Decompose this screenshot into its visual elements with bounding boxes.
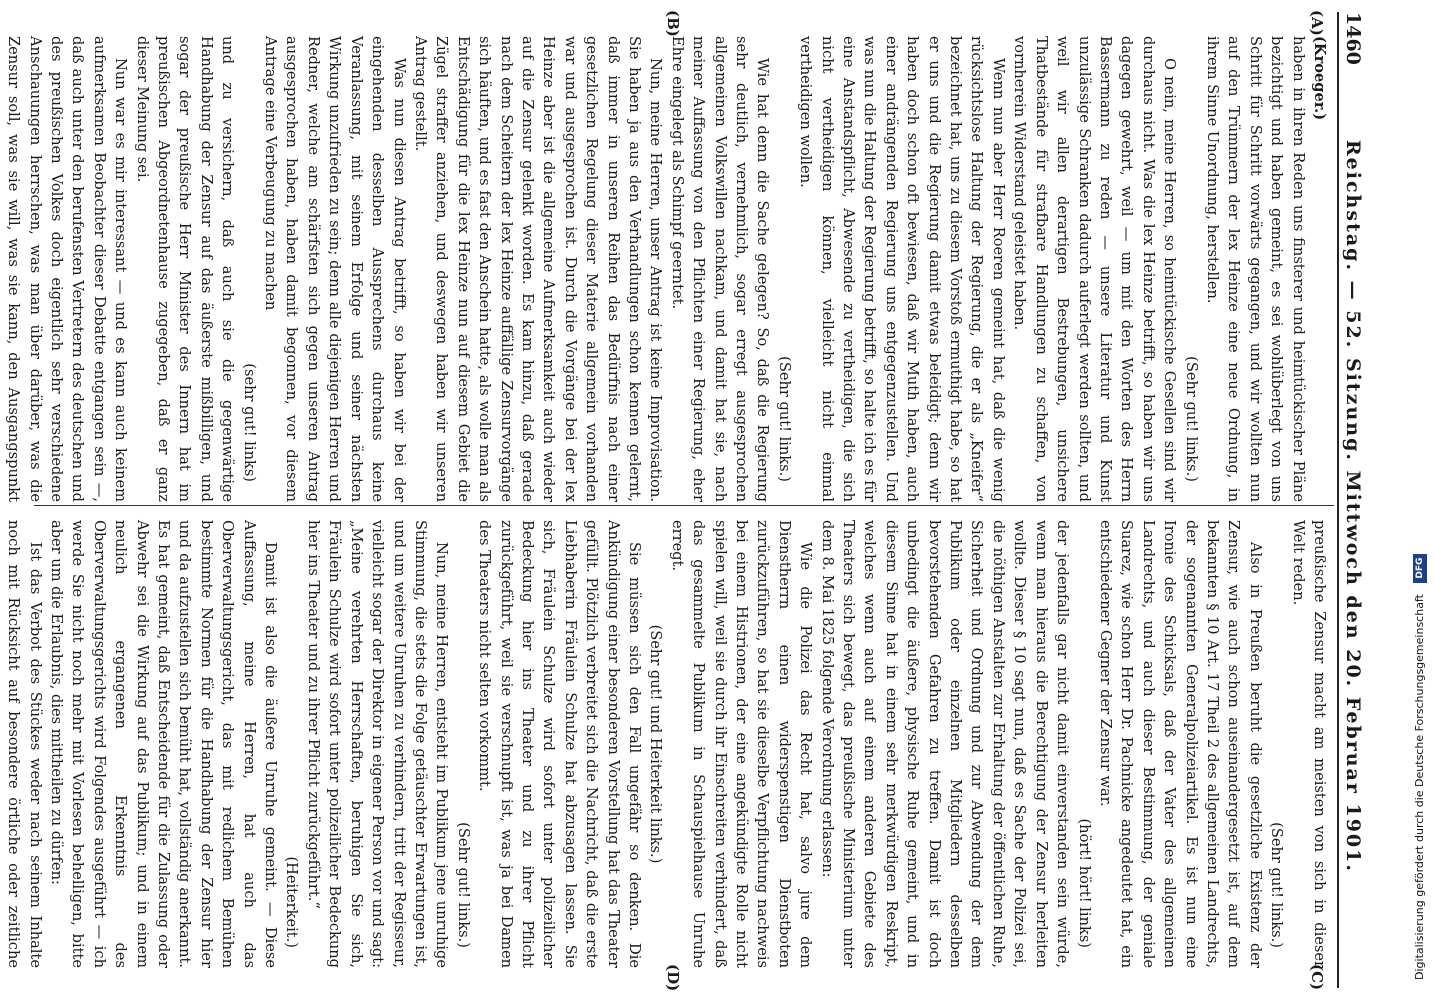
- credit-text: Digitalisierung gefördert durch die Deutsche Forschungsgemeinschaft: [1413, 594, 1426, 980]
- paragraph: Sie müssen sich den Fall ungefähr so denken. Die Ankündigung einer besonderen Vorstellung hat das Theater gefüllt. Plötzlich verbreitet sich die Nachricht, daß die erste Liebhaberin Fräulein Schulze hat abzusagen lassen. Sie sich, Fräulein Schulze wird sofort unter polizeilicher Bedeckung hier ins Theater und zu ihrer Pflicht zurückgeführt, weil sie verschnupft ist, was ja bei Damen des Theaters nicht selten vorkommt.: [476, 520, 643, 968]
- paragraph: Wenn nun aber Herr Roeren gemeint hat, daß die wenig rücksichtslose Haltung der Regierung, die er als „Kneifer“ bezeichnet hat, uns zu diesem Vorstoß ermuthigt habe, so hat er uns und die Regierung damit etwas beleidigt; denn wir haben doch schon oft bewiesen, daß wir Muth haben, auch einer andrängenden Regierung uns entgegenzustellen. Und was nun die Haltung der Regierung betrifft, so halte ich es für eine Anstandspflicht, Abwesende zu vertheidigen, die sich nicht vertheidigen können, vielleicht nicht einmal vertheidigen wollen.: [797, 36, 1007, 502]
- paragraph: Nun war es mir interessant — und es kann auch keinem aufmerksamen Beobachter dieser Debatte entgangen sein —, daß auch unter den berufensten Vertretern des deutschen und des preußischen Volkes doch eigentlich sehr verschiedene Anschauungen herrschen, was man über darüber, was die Zensur soll, was sie will, was sie kann, den Ausgangspunkt: [5, 36, 130, 502]
- interjection: (Heiterkeit.): [283, 856, 301, 948]
- interjection: (sehr gut! links): [240, 363, 258, 482]
- quotation: Ist das Verbot des Stückes weder nach seinem Inhalte noch mit Rücksicht auf besondere örtliche oder zeitliche: [5, 520, 44, 968]
- quotation: Wie die Polizei das Recht hat, salvo jure dem Dienstherrn einen widerspenstigen Dienstboten zurückzuführen, so hat sie dieselbe Verpflichtung nachweis bei einem Histrionen, der eine angekündigte Rolle nicht spielen will, weil sie durch ihr Einschreiten verhindert, daß das gesammelte Publikum in Schauspielhause Unruhe erregt.: [668, 520, 815, 968]
- margin-marker-c: (C): [1308, 964, 1326, 991]
- paragraph: der jedenfalls gar nicht damit einverstanden sein würde, wenn man hieraus die Berechtigung der Zensur herleiten wollte. Dieser § 10 sagt nun, daß es Sache der Polizei sei, die nöthigen Anstalten zur Erhaltung der öffentlichen Ruhe, Sicherheit und Ordnung und zur Abwendung der dem Publikum oder einzelnen Mitgliedern desselben bevorstehenden Gefahren zu treffen. Damit ist doch unbedingt die äußere, physische Ruhe gemeint, und in diesem Sinne hat in einem sehr merkwürdigen Reskript, welches wenn auch auf einem anderen Gebiete des Theaters sich bewegt, das preußische Ministerium unter dem 8. Mai 1825 folgende Verordnung erlassen:: [818, 520, 1072, 968]
- speaker-name: (Kroeger.): [1311, 36, 1328, 121]
- rotated-page: [5, 0, 1382, 1000]
- interjection: (Sehr gut! links.): [775, 356, 793, 482]
- paragraph: Also in Preußen beruht die gesetzliche Existenz der Zensur, wie auch schon auseinandergesetzt ist, auf dem bekannten § 10 Art. 17 Theil 2 des allgemeinen Landrechts, der sogenannten Generalpolizeiartikel. Es ist nun eine Ironie des Schicksals, daß der Vater des allgemeinen Landrechts, und auch dieser Bestimmung, der geniale Suarez, wie schon Herr Dr. Pachnicke angedeutet hat, ein entschiedener Gegner der Zensur war.: [1096, 520, 1264, 968]
- column-divider: [34, 505, 1334, 506]
- paragraph: Damit ist also die äußere Unruhe gemeint. — Diese Auffassung, meine Herren, hat auch das Oberverwaltungsgericht, das mit redlichem Bemühen bestimmte Normen für die Handhabung der Zensur hier und da aufzustellen sich bemüht hat, vollständig anerkannt. Es hat gemeint, daß Entscheidende für die Zulassung oder Abwehr sei die Wirkung auf das Publikum; und in einem neulich ergangenen Erkenntnis des Oberverwaltungsgerichts wird Folgendes ausgeführt — ich werde Sie nicht noch mehr mit Vorlesen behelligen, bitte aber um die Erlaubnis, dies mittheilen zu dürfen:: [48, 520, 280, 968]
- paragraph: Wie hat denn die Sache gelegen? So, daß die Regierung sehr deutlich, vernehmlich, sogar erregt ausgesprochen allgemeinen Volkswillen nachkam, und damit hat sie, nach meiner Auffassung von den Pflichten einer Regierung, eher Ehre eingelegt als Schimpf geerntet.: [668, 36, 772, 502]
- interjection: (hört! hört! links): [1075, 818, 1093, 948]
- left-column: [5, 36, 1330, 502]
- margin-marker-d: (D): [664, 964, 682, 992]
- margin-marker-a: (A): [1308, 10, 1326, 36]
- page-number: 1460: [1342, 12, 1364, 65]
- paragraph: Was nun diesen Antrag betrifft, so haben wir bei der eingehenden desselben Aussprechens durchaus keine Veranlassung, mit seinem Erfolge und seiner nächsten Wirkung unzufrieden zu sein; denn alle diejenigen Herren und Redner, welche am schärfsten sich gegen unseren Antrag ausgesprochen haben, haben damit begonnen, vor diesem Antrage eine Verbeugung zu machen: [262, 36, 408, 502]
- page: [5, 10, 1382, 992]
- paragraph: und zu versichern, daß auch sie die gegenwärtige Handhabung der Zensur auf das äußerste mißbilligen, und sogar der preußische Herr Minister des Innern hat im preußischen Abgeordnetenhause zugegeben, daß er ganz dieser Meinung sei.: [133, 36, 237, 502]
- digitization-credit: [1406, 0, 1434, 1000]
- dfg-logo: DFG: [1413, 554, 1427, 583]
- page-title: Reichstag. — 52. Sitzung. Mittwoch den 20. Februar 1901.: [1342, 139, 1364, 873]
- margin-marker-b: (B): [664, 10, 682, 37]
- paragraph: O nein, meine Herren, so heimtückische Gesellen sind wir durchaus nicht. Was die lex Heinze betrifft, so haben wir uns dagegen gewehrt, weil — um mit den Worten des Herrn Bassermann zu reden — unsere Literatur und Kunst unzulässige Schranken dadurch auferlegt werden sollten, und weil wir allen derartigen Bestrebungen, unsichere Thatbestände für strafbare Handlungen zu schaffen, von vornherein Widerstand geleistet haben.: [1011, 36, 1179, 502]
- paragraph: Nun, meine Herren, entsteht im Publikum jene unruhige Stimmung, die stets die Folge getäuschter Erwartungen ist, und um weitere Unruhen zu verhindern, tritt der Regisseur, vielleicht sogar der Direktor in eigener Person vor und sagt: „Meine verehrten Herrschaften, beruhigen Sie sich, Fräulein Schulze wird sofort unter polizeilicher Bedeckung hier ins Theater und zu ihrer Pflicht zurückgeführt.“: [304, 520, 451, 968]
- right-column: [5, 520, 1330, 968]
- paragraph: preußische Zensur macht am meisten von sich in dieser Welt reden.: [1289, 520, 1328, 968]
- paragraph: Nun, meine Herren, unser Antrag ist keine Improvisation. Sie haben ja aus den Verhandlungen schon kennen gelernt, daß immer in unseren Reihen das Bedürfnis nach einer gesetzlichen Regelung dieser Materie allgemein vorhanden war und ausgesprochen ist. Durch die Vorgänge bei der lex Heinze aber ist die allgemeine Aufmerksamkeit auch wieder auf die Zensur gelenkt worden. Es kam hinzu, daß gerade nach dem Scheitern der lex Heinze auffällige Zensurvorgänge sich häuften, und es fast den Anschein hatte, als wolle man als Entschädigung für die lex Heinze nun auf diesem Gebiet die Zügel straffer anziehen, und deswegen haben wir unseren Antrag gestellt.: [411, 36, 665, 502]
- page-header: [1337, 12, 1378, 988]
- interjection: (Sehr gut! links.): [1182, 356, 1200, 482]
- interjection: (Sehr gut! und Heiterkeit links.): [647, 624, 665, 864]
- paragraph: haben in ihren Reden uns finsterer und heimtückischer Pläne bezichtigt und haben gemeint, es sei wohlüberlegt von uns Schritt für Schritt vorwärts gegangen, und wir wollten nun auf den Trümmern der lex Heinze eine neue Ordnung, in ihrem Sinne Unordnung, herstellen.: [1203, 36, 1307, 502]
- interjection: (Sehr gut! links.): [454, 822, 472, 948]
- interjection: (Sehr gut! links.): [1268, 822, 1286, 948]
